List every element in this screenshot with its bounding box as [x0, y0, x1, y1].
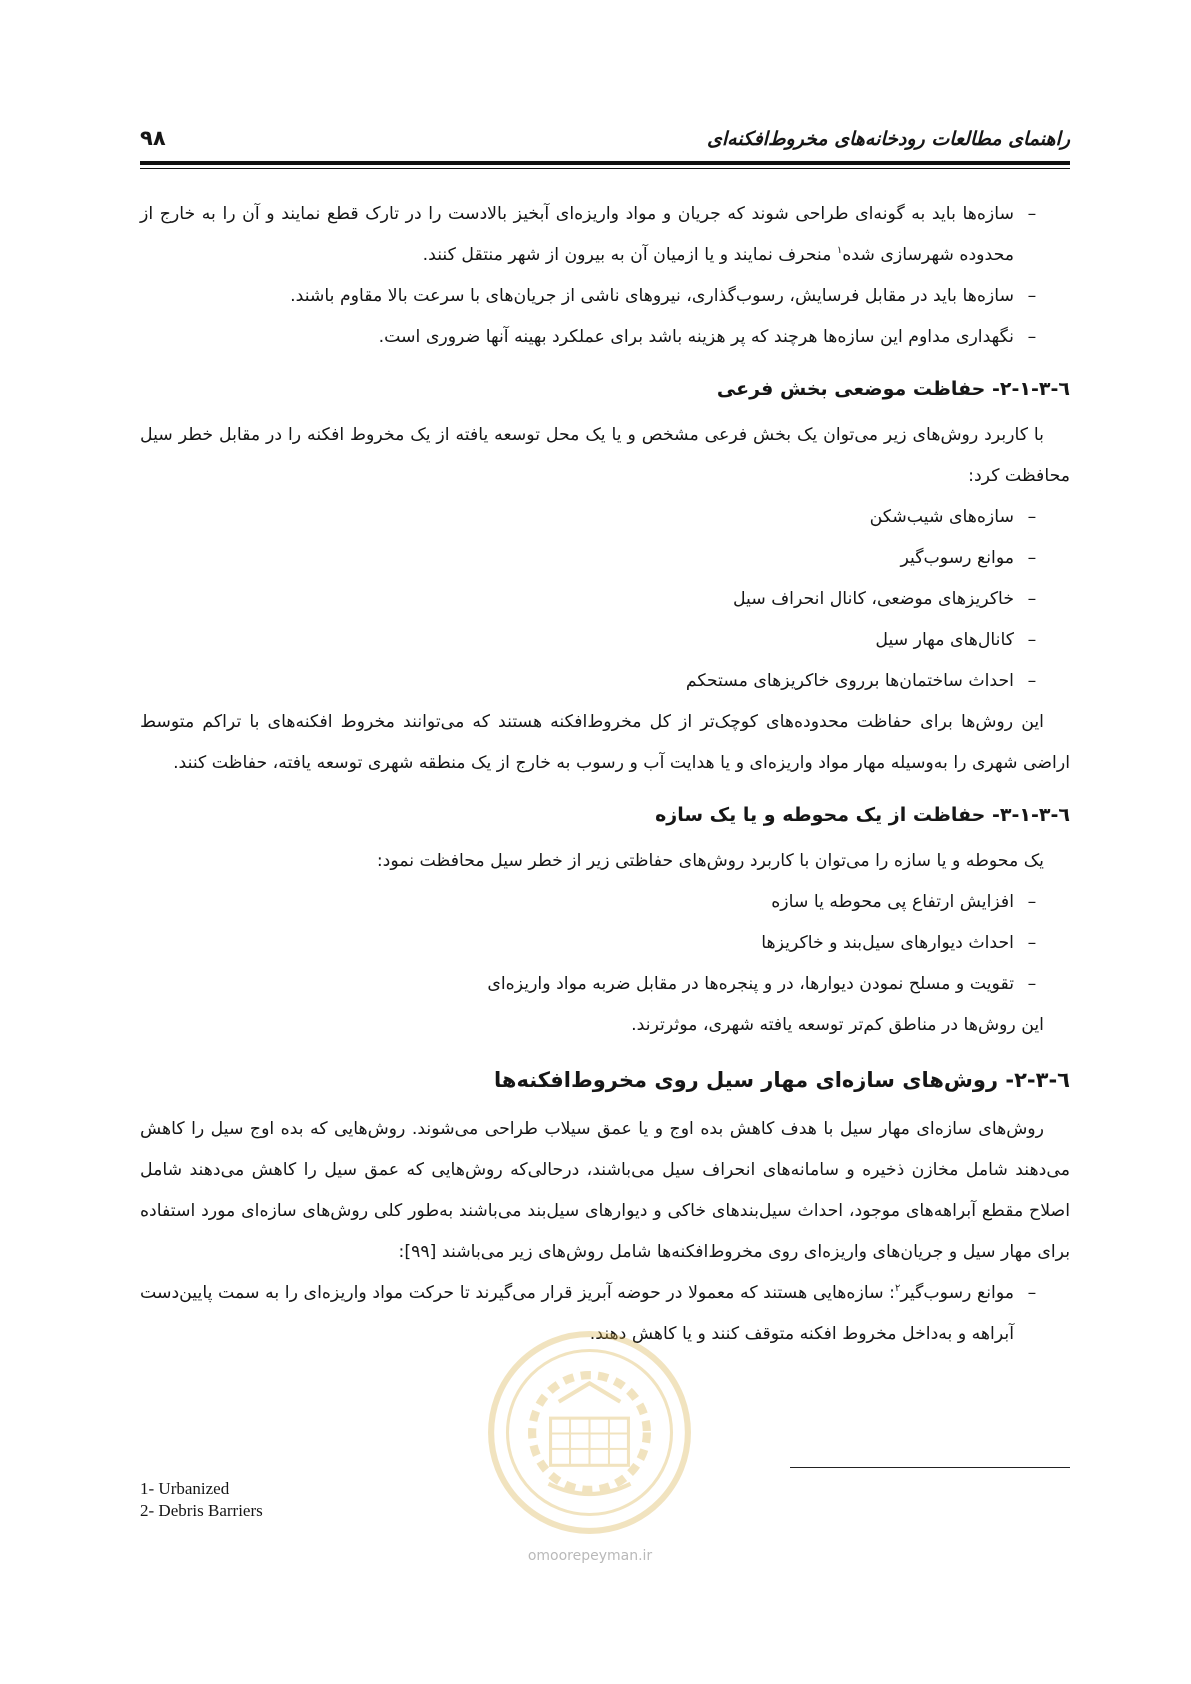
watermark-seal-icon	[487, 1330, 692, 1535]
list-item: – افزایش ارتفاع پی محوطه یا سازه	[140, 882, 1070, 923]
dash-bullet-icon: –	[1027, 548, 1037, 568]
page-header	[140, 118, 1070, 158]
footnote-1: 1- Urbanized	[140, 1479, 230, 1498]
list-item: – احداث ساختمان‌ها برروی خاکریزهای مستحکم	[140, 661, 1070, 702]
watermark-url: omoorepeyman.ir	[527, 1548, 653, 1564]
dash-bullet-icon: –	[1027, 630, 1037, 650]
dash-bullet-icon: –	[1027, 204, 1037, 224]
dash-bullet-icon: –	[1027, 933, 1037, 953]
main-content	[140, 194, 1070, 1355]
section-heading: ٦-٣-١-٢- حفاظت موضعی بخش فرعی	[716, 378, 1070, 400]
list-item: – موانع رسوب‌گیر	[140, 538, 1070, 579]
page-number: ۹۸	[140, 126, 166, 150]
list-item: – نگهداری مداوم این سازه‌ها هرچند که پر هزینه باشد برای عملکرد بهینه آنها ضروری است.	[140, 317, 1070, 358]
dash-bullet-icon: –	[1027, 974, 1037, 994]
list-item: – موانع رسوب‌گیر$^۲$: سازه‌هایی هستند که معمولا در حوضه آبریز قرار می‌گیرند تا حرکت مواد واریزه‌ای را به سمت پایین‌دست آبراهه و به‌داخل مخروط افکنه متوقف کنند و یا کاهش دهند.	[140, 1273, 1070, 1355]
running-title: راهنمای مطالعات رودخانه‌های مخروط‌افکنه‌ای	[707, 128, 1070, 150]
list-item: – سازه‌ها باید در مقابل فرسایش، رسوب‌گذاری، نیروهای ناشی از جریان‌های با سرعت بالا مقاوم باشند.	[140, 276, 1070, 317]
list-item: – خاکریزهای موضعی، کانال انحراف سیل	[140, 579, 1070, 620]
paragraph: روش‌های سازه‌ای مهار سیل با هدف کاهش بده اوج و یا عمق سیلاب طراحی می‌شوند. روش‌هایی که بده اوج سیل را کاهش می‌دهند شامل مخازن ذخیره و سامانه‌های انحراف سیل می‌باشند، درحالی‌که روش‌هایی که عمق سیل را کاهش می‌دهند شامل اصلاح مقطع آبراهه‌های موجود، احداث سیل‌بندهای خاکی و دیوارهای سیل‌بند می‌باشند به‌طور کلی روش‌های سازه‌ای مورد استفاده برای مهار سیل و جریان‌های واریزه‌ای روی مخروط‌افکنه‌ها شامل روش‌های زیر می‌باشند [۹۹]:	[140, 1119, 1070, 1262]
dash-bullet-icon: –	[1027, 892, 1037, 912]
paragraph: این روش‌ها در مناطق کم‌تر توسعه یافته شهری، موثرترند.	[631, 1015, 1044, 1035]
footnote-marker[interactable]: ۱	[836, 245, 843, 257]
section-heading: ٦-٣-١-٣- حفاظت از یک محوطه و یا یک سازه	[655, 804, 1070, 826]
dash-bullet-icon: –	[1027, 589, 1037, 609]
paragraph: این روش‌ها برای حفاظت محدوده‌های کوچک‌تر از کل مخروط‌افکنه هستند که می‌توانند مخروط افکنه‌های با تراکم متوسط اراضی شهری را به‌وسیله مهار مواد واریزه‌ای و یا هدایت آب و رسوب به خارج از یک منطقه شهری توسعه یافته، حفاظت کنند.	[140, 712, 1070, 773]
dash-bullet-icon: –	[1027, 507, 1037, 527]
dash-bullet-icon: –	[1027, 327, 1037, 347]
list-item: – احداث دیوارهای سیل‌بند و خاکریزها	[140, 923, 1070, 964]
paragraph: یک محوطه و یا سازه را می‌توان با کاربرد روش‌های حفاظتی زیر از خطر سیل محافظت نمود:	[376, 851, 1044, 871]
footnote-2: 2- Debris Barriers	[140, 1501, 263, 1520]
header-rule-thick	[140, 161, 1070, 165]
list-item: – کانال‌های مهار سیل	[140, 620, 1070, 661]
footnote-marker[interactable]: ۲	[895, 1283, 901, 1295]
paragraph: با کاربرد روش‌های زیر می‌توان یک بخش فرعی مشخص و یا یک محل توسعه یافته از یک مخروط افکنه را در مقابل خطر سیل محافظت کرد:	[140, 425, 1070, 486]
dash-bullet-icon: –	[1027, 1283, 1037, 1303]
footnotes	[140, 1478, 263, 1522]
dash-bullet-icon: –	[1027, 286, 1037, 306]
footnote-rule	[790, 1467, 1070, 1468]
list-item: – تقویت و مسلح نمودن دیوارها، در و پنجره‌ها در مقابل ضربه مواد واریزه‌ای	[140, 964, 1070, 1005]
header-rule-thin	[140, 168, 1070, 169]
list-item: – سازه‌ها باید به گونه‌ای طراحی شوند که جریان و مواد واریزه‌ای آبخیز بالادست را در تارک قطع نمایند و آن را به خارج از محدوده شهرسازی شده$^۱$ منحرف نمایند و یا ازمیان آن به بیرون از شهر منتقل کنند.	[140, 194, 1070, 276]
dash-bullet-icon: –	[1027, 671, 1037, 691]
list-item: – سازه‌های شیب‌شکن	[140, 497, 1070, 538]
section-heading: ٦-٣-٢- روش‌های سازه‌ای مهار سیل روی مخروط‌افکنه‌ها	[494, 1068, 1070, 1092]
